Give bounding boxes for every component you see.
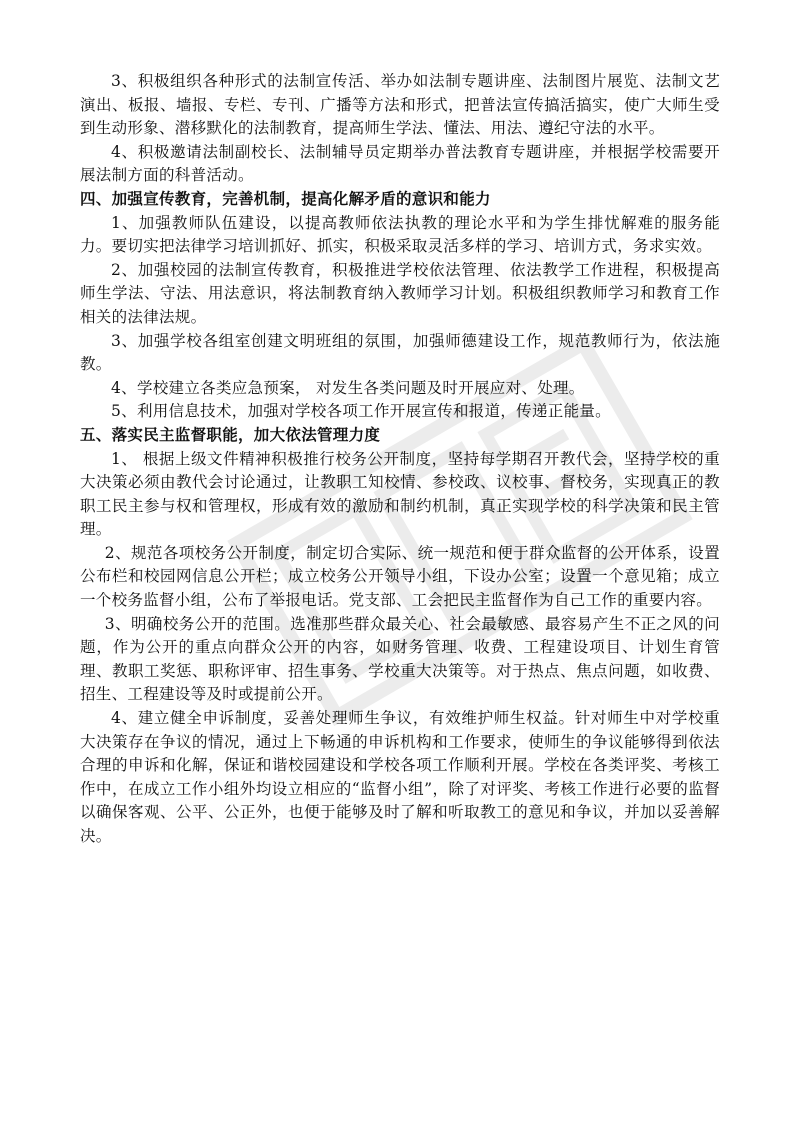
document-body xyxy=(80,70,720,849)
paragraph-4-lectures: 4、积极邀请法制副校长、法制辅导员定期举办普法教育专题讲座，并根据学校需要开展法制方面的科普活动。 xyxy=(80,142,720,185)
paragraph-campus-education: 2、加强校园的法制宣传教育，积极推进学校依法管理、依法教学工作进程，积极提高师生学法、守法、用法意识，将法制教育纳入教师学习计划。积极组织教师学习和教育工作相关的法律法规。 xyxy=(80,260,720,326)
section-heading-5: 五、落实民主监督职能，加大依法管理力度 xyxy=(80,425,381,444)
paragraph-public-scope: 3、明确校务公开的范围。选准那些群众最关心、社会最敏感、最容易产生不正之风的问题，作为公开的重点向群众公开的内容，如财务管理、收费、工程建设项目、计划生育管理、教职工奖惩、职称评审、招生事务、学校重大决策等。对于热点、焦点问题，如收费、招生、工程建设等及时或提前公开。 xyxy=(80,614,720,704)
paragraph-emergency-plans: 4、学校建立各类应急预案， 对发生各类问题及时开展应对、处理。 xyxy=(111,378,585,397)
paragraph-school-affairs: 1、 根据上级文件精神积极推行校务公开制度，坚持每学期召开教代会，坚持学校的重大决策必须由教代会讨论通过，让教职工知校情、参校政、议校事、督校务，实现真正的教职工民主参与权和管理权，形成有效的激励和制约机制，真正实现学校的科学决策和民主管理。 xyxy=(80,449,720,539)
paragraph-appeal-system: 4、建立健全申诉制度，妥善处理师生争议，有效维护师生权益。针对师生中对学校重大决策存在争议的情况，通过上下畅通的申诉机构和工作要求，使师生的争议能够得到依法合理的申诉和化解，保证和谐校园建设和学校各项工作顺利开展。学校在各类评奖、考核工作中，在成立工作小组外均设立相应的“监督小组”，除了对评奖、考核工作进行必要的监督以确保客观、公平、公正外，也便于能够及时了解和听取教工的意见和争议，并加以妥善解决。 xyxy=(80,709,720,845)
paragraph-civilized-groups: 3、加强学校各组室创建文明班组的氛围，加强师德建设工作，规范教师行为，依法施教。 xyxy=(80,331,720,374)
section-heading-4: 四、加强宣传教育，完善机制，提高化解矛盾的意识和能力 xyxy=(80,189,491,208)
paragraph-public-system: 2、规范各项校务公开制度，制定切合实际、统一规范和便于群众监督的公开体系，设置公布栏和校园网信息公开栏；成立校务公开领导小组，下设办公室；设置一个意见箱；成立一个校务监督小组，公布了举报电话。党支部、工会把民主监督作为自己工作的重要内容。 xyxy=(80,543,720,610)
paragraph-teacher-team: 1、加强教师队伍建设，以提高教师依法执教的理论水平和为学生排忧解难的服务能力。要切实把法律学习培训抓好、抓实，积极采取灵活多样的学习、培训方式，务求实效。 xyxy=(80,213,720,256)
paragraph-information-tech: 5、利用信息技术，加强对学校各项工作开展宣传和报道，传递正能量。 xyxy=(111,402,611,421)
paragraph-3-propaganda: 3、积极组织各种形式的法制宣传活、举办如法制专题讲座、法制图片展览、法制文艺演出、板报、墙报、专栏、专刊、广播等方法和形式，把普法宣传搞活搞实，使广大师生受到生动形象、潜移默化的法制教育，提高师生学法、懂法、用法、遵纪守法的水平。 xyxy=(80,72,720,138)
